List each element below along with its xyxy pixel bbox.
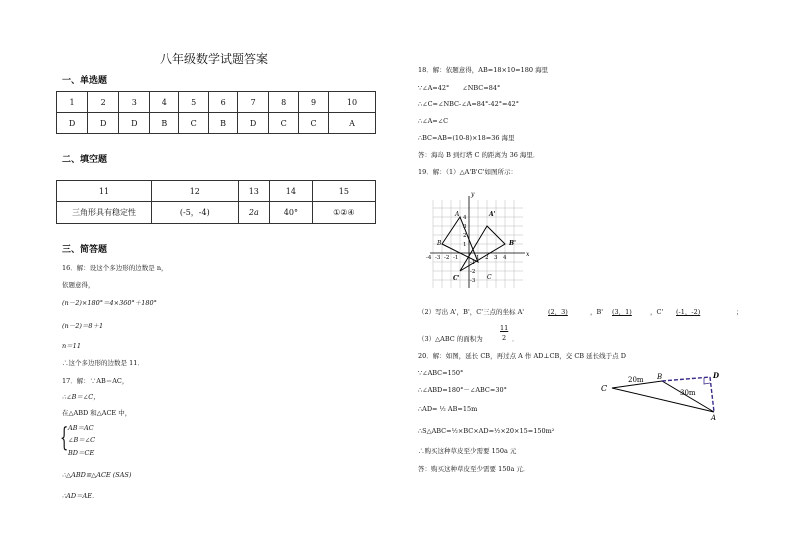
point-label: A' [489, 211, 496, 218]
answer-fill: (-1，-2) [676, 308, 701, 316]
answer-line: ∴AD= ½ AB=15m [418, 405, 478, 413]
fill-answer-table [56, 180, 376, 224]
table-row [57, 113, 376, 134]
mc-answer-table [56, 91, 376, 134]
answer-line: 19．解：（1）△A'B'C'如图所示： [418, 168, 517, 176]
point-label: C [487, 274, 492, 281]
answer-line: 答：购买这种草皮至少需要 150a 元． [418, 465, 530, 473]
triangle-figure [598, 368, 728, 424]
point-label: B [657, 373, 663, 381]
answer-line: ∴∠B＝∠C， [62, 393, 100, 401]
point-label: B' [509, 240, 516, 247]
table-cell: 7 [238, 92, 269, 113]
table-cell: 3 [119, 92, 150, 113]
length-label: 20m [628, 376, 644, 384]
point-label: C' [453, 275, 460, 282]
table-cell: B [209, 113, 238, 134]
answer-line: 17．解：∵AB＝AC， [62, 377, 129, 385]
section-heading-fill: 二、填空题 [62, 155, 108, 165]
tick-label: 3 [463, 224, 467, 230]
tick-label: 2 [463, 233, 467, 239]
answer-line: ，B' [590, 308, 604, 316]
answer-line: 20．解：如图，延长 CB，再过点 A 作 AD⊥CB，交 CB 延长线于点 D [418, 352, 626, 360]
answer-line: ∴BC=AB=(10-8)×18=36 海里 [418, 134, 515, 142]
table-cell: 13 [238, 181, 269, 202]
table-cell: A [328, 113, 375, 134]
section-heading-essay: 三、简答题 [62, 245, 108, 255]
answer-line: ． [512, 335, 519, 343]
fraction-numerator: 11 [500, 324, 509, 332]
point-label: D [713, 371, 720, 380]
section-heading-mc: 一、单选题 [62, 76, 108, 86]
table-cell: 9 [299, 92, 329, 113]
system-brace: { [60, 423, 69, 453]
point-label: C [601, 384, 608, 393]
table-cell: 8 [269, 92, 299, 113]
table-cell: 1 [57, 92, 88, 113]
answer-line: (n－2)＝8＋1 [62, 322, 104, 330]
table-cell: 10 [328, 92, 375, 113]
table-cell: 2 [88, 92, 119, 113]
tick-label: 4 [463, 215, 467, 221]
answer-line: ∵∠A=42° ∠NBC=84° [418, 84, 501, 92]
table-cell: C [299, 113, 329, 134]
point-label: A [455, 211, 460, 218]
table-cell: 14 [270, 181, 313, 202]
tick-label: 4 [503, 255, 507, 261]
tick-label: -3 [435, 255, 441, 261]
answer-line: 16．解：设这个多边形的边数是 n， [62, 264, 168, 272]
tick-label: 3 [494, 255, 498, 261]
answer-line: （3）△ABC 的面积为 [418, 335, 483, 343]
table-cell: 12 [152, 181, 239, 202]
tick-label: 1 [463, 242, 467, 248]
answer-line: ∴这个多边形的边数是 11． [62, 359, 144, 367]
x-axis-label: x [526, 251, 530, 258]
point-label: B [437, 240, 442, 247]
table-cell: C [269, 113, 299, 134]
tick-label: -2 [470, 269, 476, 275]
answer-line: ∴∠ABD=180°－∠ABC=30° [418, 386, 507, 394]
answer-line: 答：海岛 B 到灯塔 C 的距离为 36 海里． [418, 151, 540, 159]
answer-line: ∴AD＝AE． [62, 492, 99, 500]
answer-line: ∵∠ABC=150° [418, 369, 464, 377]
page-title: 八年级数学试题答案 [160, 52, 269, 66]
y-axis-label: y [471, 191, 475, 198]
fraction-denominator: 2 [502, 334, 507, 342]
table-cell: 2a [238, 202, 269, 224]
answer-line: ∴S△ABC=½×BC×AD=½×20×15=150m² [418, 427, 555, 435]
table-cell: 15 [312, 181, 375, 202]
tick-label: -3 [470, 278, 476, 284]
tick-label: 1 [476, 255, 480, 261]
table-row [57, 92, 376, 113]
answer-line: (n－2)×180°＝4×360°＋180° [62, 299, 157, 307]
answer-line: ∠B＝∠C [68, 436, 96, 444]
table-cell: D [88, 113, 119, 134]
table-cell: 6 [209, 92, 238, 113]
tick-label: -1 [470, 260, 476, 266]
answer-line: （2）写出 A'，B'，C'三点的坐标 A' [418, 308, 525, 316]
point-label: A [711, 414, 717, 422]
answer-line: ∴∠C=∠NBC-∠A=84°-42°=42° [418, 100, 519, 108]
table-cell: 5 [179, 92, 209, 113]
table-cell: (-5，-4) [152, 202, 239, 224]
table-cell: D [119, 113, 150, 134]
answer-line: 在△ABD 和△ACE 中， [62, 409, 132, 417]
answer-line: n＝11 [62, 342, 81, 350]
table-cell: C [179, 113, 209, 134]
tick-label: -2 [444, 255, 450, 261]
answer-line: BD＝CE [68, 449, 95, 457]
answer-line: ∴∠A=∠C [418, 117, 449, 125]
table-row [57, 181, 376, 202]
answer-line: 依题意得， [62, 281, 95, 289]
table-cell: 40° [270, 202, 313, 224]
answer-line: ； [736, 308, 743, 316]
coordinate-grid-figure [425, 188, 535, 292]
answer-fill: (2，3) [548, 308, 568, 316]
answer-line: 18．解：依题意得，AB=18×10=180 海里 [418, 66, 549, 74]
tick-label: -4 [426, 255, 432, 261]
table-cell: 4 [150, 92, 179, 113]
length-label: 30m [680, 389, 696, 397]
answer-line: ∴购买这种草皮至少需要 150a 元 [418, 447, 517, 455]
table-cell: B [150, 113, 179, 134]
table-cell: 11 [57, 181, 152, 202]
answer-fill: (3，1) [612, 308, 632, 316]
answer-line: ，C' [650, 308, 664, 316]
table-cell: D [57, 113, 88, 134]
tick-label: 2 [485, 255, 489, 261]
table-cell: ①②④ [312, 202, 375, 224]
table-row [57, 202, 376, 224]
y-tick-labels [463, 215, 476, 284]
table-cell: 三角形具有稳定性 [57, 202, 152, 224]
table-cell: D [238, 113, 269, 134]
answer-line: ∴△ABD≌△ACE (SAS) [62, 471, 132, 479]
answer-line: AB＝AC [68, 424, 94, 432]
tick-label: -1 [453, 255, 459, 261]
